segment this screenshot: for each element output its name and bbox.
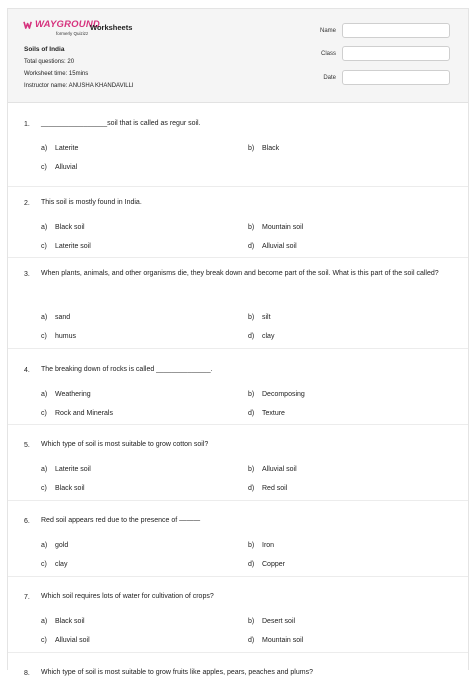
option[interactable]: d) Mountain soil xyxy=(248,637,304,644)
name-label: Name xyxy=(319,28,336,34)
option[interactable]: b) Mountain soil xyxy=(248,224,304,231)
worksheet-title: Soils of India xyxy=(24,46,65,53)
question-text: _________________soil that is called as regur soil. xyxy=(41,120,201,127)
option[interactable]: a) gold xyxy=(41,542,69,549)
option[interactable]: c) Alluvial soil xyxy=(41,637,90,644)
option[interactable]: c) Alluvial xyxy=(41,164,78,171)
question-text: When plants, animals, and other organisms die, they break down and become part of the soil. What is this part of the soil called? xyxy=(41,270,439,277)
question-number: 7. xyxy=(24,594,30,601)
worksheet-page xyxy=(7,8,469,677)
option[interactable]: b) Desert soil xyxy=(248,618,296,625)
question-number: 2. xyxy=(24,200,30,207)
option[interactable]: c) Rock and Minerals xyxy=(41,410,113,417)
option[interactable]: d) Texture xyxy=(248,410,285,417)
question-text: This soil is mostly found in India. xyxy=(41,199,142,206)
logo-subtext: formerly Quizizz xyxy=(56,31,89,36)
option[interactable]: d) clay xyxy=(248,333,275,340)
date-label: Date xyxy=(323,75,336,81)
option[interactable]: b) silt xyxy=(248,314,271,321)
question-item xyxy=(8,425,468,501)
option[interactable]: d) Copper xyxy=(248,561,285,568)
brand-logo xyxy=(24,19,100,39)
option[interactable]: c) humus xyxy=(41,333,77,340)
question-number: 3. xyxy=(24,271,30,278)
total-questions: Total questions: 20 xyxy=(24,59,75,65)
question-number: 1. xyxy=(24,121,30,128)
question-number: 4. xyxy=(24,367,30,374)
question-item xyxy=(8,577,468,653)
instructor-name: Instructor name: ANUSHA KHANDAVILLI xyxy=(24,83,134,89)
question-number: 5. xyxy=(24,442,30,449)
worksheet-meta xyxy=(24,44,134,92)
logo-mark-icon xyxy=(24,20,33,29)
question-item xyxy=(8,103,468,187)
option[interactable]: d) Alluvial soil xyxy=(248,243,297,250)
option[interactable]: d) Red soil xyxy=(248,485,288,492)
product-title: Worksheets xyxy=(90,23,133,32)
option[interactable]: b) Iron xyxy=(248,542,275,549)
question-number: 6. xyxy=(24,518,30,525)
option[interactable]: c) Black soil xyxy=(41,485,85,492)
question-item xyxy=(8,501,468,577)
worksheet-header xyxy=(8,9,468,103)
question-item xyxy=(8,349,468,425)
class-field[interactable] xyxy=(342,46,450,61)
option[interactable]: a) Laterite soil xyxy=(41,466,91,473)
date-field[interactable] xyxy=(342,70,450,85)
question-item xyxy=(8,187,468,258)
question-number: 8. xyxy=(24,670,30,677)
name-field[interactable] xyxy=(342,23,450,38)
question-item xyxy=(8,653,468,683)
worksheet-time: Worksheet time: 15mins xyxy=(24,71,89,77)
option[interactable]: b) Black xyxy=(248,145,280,152)
option[interactable]: a) sand xyxy=(41,314,71,321)
question-item xyxy=(8,258,468,349)
question-text: Which soil requires lots of water for cultivation of crops? xyxy=(41,593,214,600)
class-label: Class xyxy=(320,51,336,57)
option[interactable]: a) Black soil xyxy=(41,618,85,625)
logo-wordmark: WAYGROUND xyxy=(35,19,100,30)
question-text: Red soil appears red due to the presence of ——— xyxy=(41,517,201,524)
option[interactable]: a) Weathering xyxy=(41,391,91,398)
option[interactable]: c) clay xyxy=(41,561,68,568)
option[interactable]: b) Alluvial soil xyxy=(248,466,297,473)
question-text: The breaking down of rocks is called ______________. xyxy=(41,366,213,373)
question-text: Which type of soil is most suitable to grow cotton soil? xyxy=(41,441,209,448)
option[interactable]: a) Black soil xyxy=(41,224,85,231)
question-text: Which type of soil is most suitable to grow fruits like apples, pears, peaches and plums? xyxy=(41,669,313,676)
option[interactable]: a) Laterite xyxy=(41,145,79,152)
option[interactable]: b) Decomposing xyxy=(248,391,305,398)
option[interactable]: c) Laterite soil xyxy=(41,243,91,250)
